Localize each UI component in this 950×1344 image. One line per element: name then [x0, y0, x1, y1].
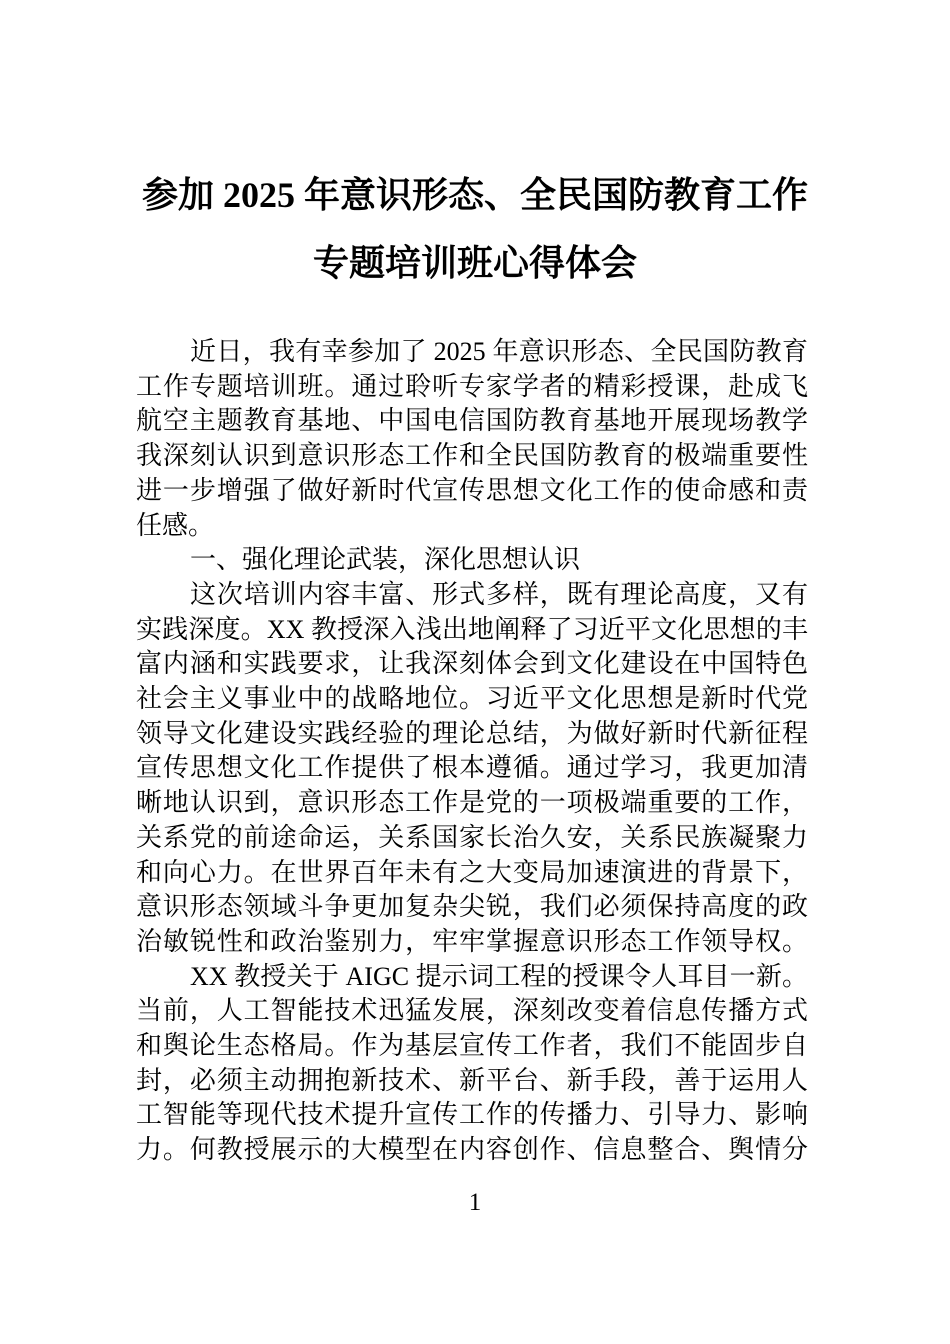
- document-title: [0, 161, 950, 297]
- body-text-line: 近日，我有幸参加了 2025 年意识形态、全民国防教育: [190, 337, 808, 366]
- title-line: 参加 2025 年意识形态、全民国防教育工作: [141, 175, 808, 215]
- body-text-line: 工智能等现代技术提升宣传工作的传播力、引导力、影响: [136, 1100, 808, 1130]
- body-text-line: 意识形态领域斗争更加复杂尖锐，我们必须保持高度的政: [136, 892, 808, 922]
- body-text-line: 工作专题培训班。通过聆听专家学者的精彩授课，赴成飞: [136, 371, 808, 401]
- paragraph-intro: [136, 335, 808, 543]
- body-text-line: 我深刻认识到意识形态工作和全民国防教育的极端重要性: [136, 441, 808, 471]
- body-text-line: 任感。: [136, 510, 215, 540]
- body-text-line: 领导文化建设实践经验的理论总结，为做好新时代新征程: [136, 718, 808, 748]
- body-text-line: 富内涵和实践要求，让我深刻体会到文化建设在中国特色: [136, 649, 808, 679]
- body-text-line: XX 教授关于 AIGC 提示词工程的授课令人耳目一新。: [190, 961, 808, 991]
- title-line: 专题培训班心得体会: [312, 243, 637, 283]
- body-text-line: 和舆论生态格局。作为基层宣传工作者，我们不能固步自: [136, 1031, 808, 1061]
- body-text-line: 晰地认识到，意识形态工作是党的一项极端重要的工作，: [136, 788, 808, 818]
- body-text-line: 社会主义事业中的战略地位。习近平文化思想是新时代党: [136, 684, 808, 714]
- body-text-line: 进一步增强了做好新时代宣传思想文化工作的使命感和责: [136, 475, 808, 505]
- body-text-line: 关系党的前途命运，关系国家长治久安，关系民族凝聚力: [136, 822, 808, 852]
- paragraph-section-1-para-1: [136, 578, 808, 960]
- body-text-line: 和向心力。在世界百年未有之大变局加速演进的背景下，: [136, 857, 808, 887]
- body-text-line: 这次培训内容丰富、形式多样，既有理论高度，又有: [190, 579, 808, 609]
- page-footer: [0, 1186, 950, 1220]
- body-text-line: 封，必须主动拥抱新技术、新平台、新手段，善于运用人: [136, 1065, 808, 1095]
- paragraph-section-1-para-2: [136, 960, 808, 1168]
- body-text-line: 力。何教授展示的大模型在内容创作、信息整合、舆情分: [136, 1135, 808, 1165]
- section-heading-line: 一、强化理论武装，深化思想认识: [190, 545, 581, 575]
- page-number: 1: [468, 1189, 482, 1216]
- body-text-line: 宣传思想文化工作提供了根本遵循。通过学习，我更加清: [136, 753, 808, 783]
- body-text-line: 治敏锐性和政治鉴别力，牢牢掌握意识形态工作领导权。: [136, 926, 808, 956]
- body-text-line: 实践深度。XX 教授深入浅出地阐释了习近平文化思想的丰: [136, 614, 808, 644]
- document-body: [136, 335, 808, 1168]
- paragraph-section-1-heading: [136, 543, 808, 578]
- body-text-line: 当前，人工智能技术迅猛发展，深刻改变着信息传播方式: [136, 996, 808, 1026]
- body-text-line: 航空主题教育基地、中国电信国防教育基地开展现场教学: [136, 406, 808, 436]
